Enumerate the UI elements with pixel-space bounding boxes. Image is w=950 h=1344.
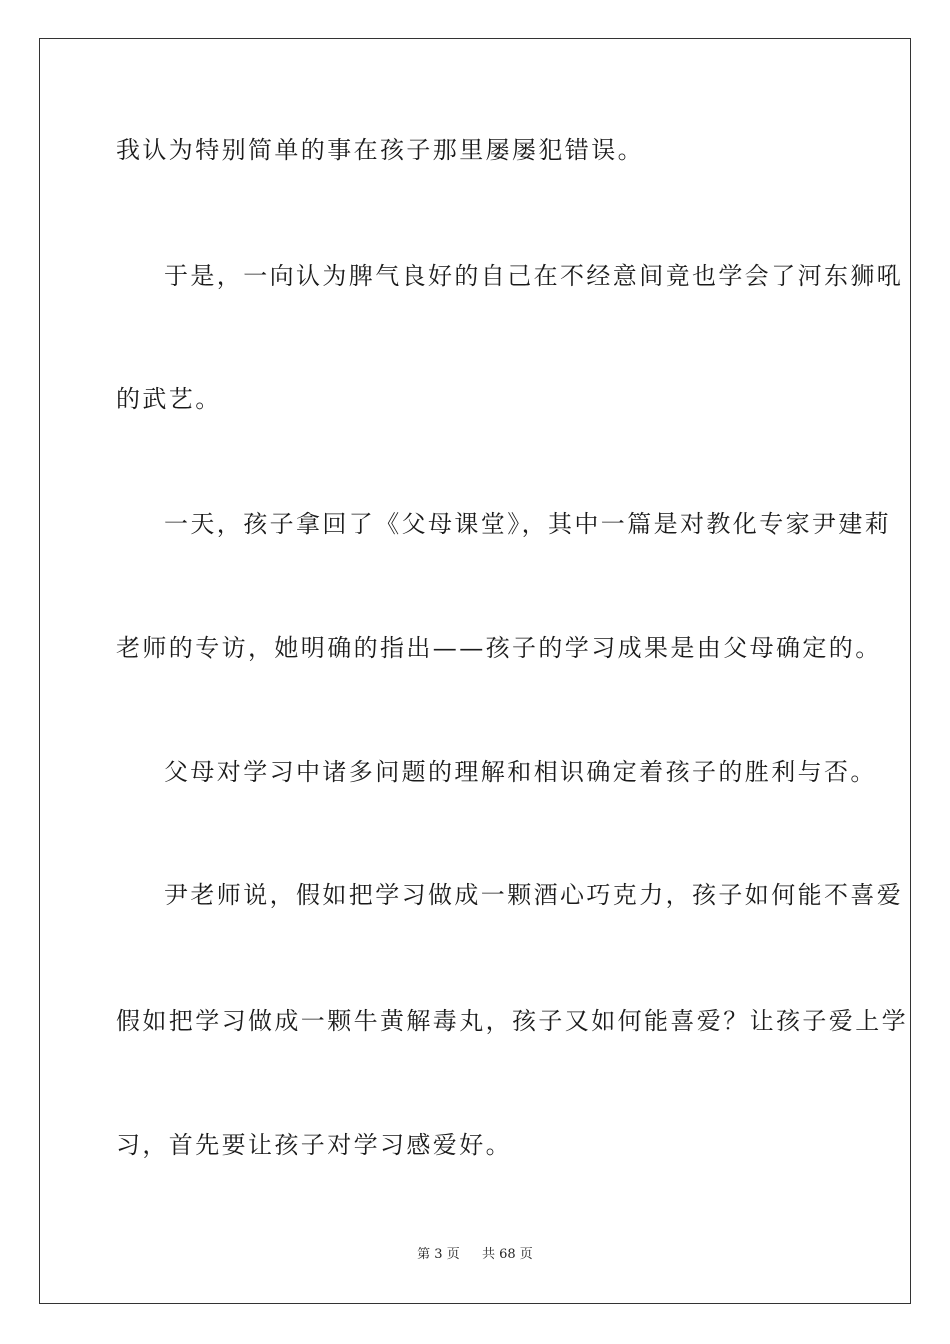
body-line-7: 尹老师说，假如把学习做成一颗酒心巧克力，孩子如何能不喜爱	[164, 881, 904, 909]
body-line-3: 的武艺。	[116, 385, 222, 413]
body-line-1: 我认为特别简单的事在孩子那里屡屡犯错误。	[116, 136, 644, 164]
page-total: 共 68 页	[482, 1247, 533, 1262]
page-number: 第 3 页	[417, 1247, 460, 1262]
page-footer	[0, 1246, 950, 1264]
body-line-8: 假如把学习做成一颗牛黄解毒丸，孩子又如何能喜爱？让孩子爱上学	[116, 1007, 908, 1035]
page-border	[39, 38, 911, 1304]
body-line-5: 老师的专访，她明确的指出——孩子的学习成果是由父母确定的。	[116, 634, 882, 662]
body-line-2: 于是，一向认为脾气良好的自己在不经意间竟也学会了河东狮吼	[164, 262, 904, 290]
body-line-6: 父母对学习中诸多问题的理解和相识确定着孩子的胜利与否。	[164, 758, 877, 786]
body-line-4: 一天，孩子拿回了《父母课堂》，其中一篇是对教化专家尹建莉	[164, 510, 892, 538]
body-line-9: 习，首先要让孩子对学习感爱好。	[116, 1131, 512, 1159]
